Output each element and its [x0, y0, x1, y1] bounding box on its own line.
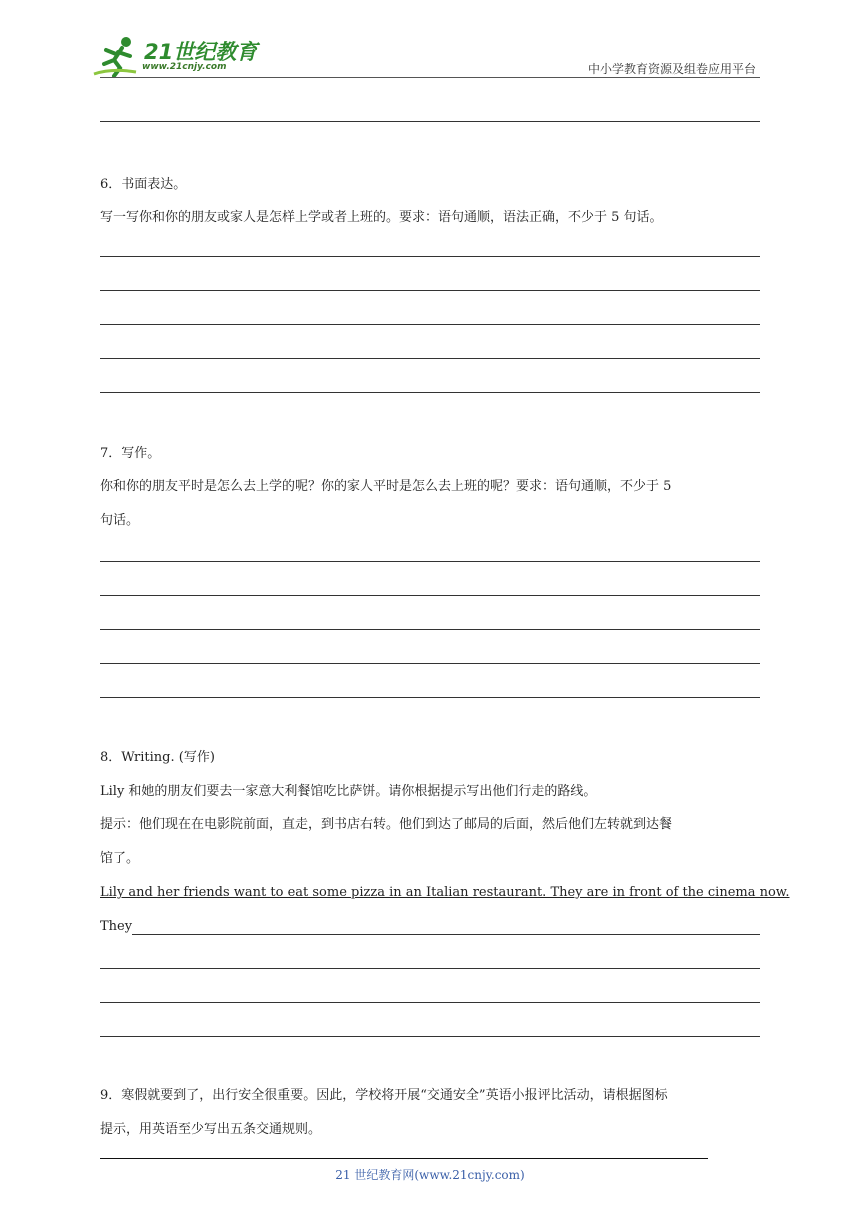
answer-line[interactable] [100, 392, 760, 393]
answer-line[interactable] [100, 561, 760, 562]
q6-title: 6．书面表达。 [100, 177, 187, 192]
footer-text[interactable]: 21 世纪教育网(www.21cnjy.com) [335, 1168, 525, 1182]
logo [92, 34, 262, 80]
q7-prompt-line1: 你和你的朋友平时是怎么去上学的呢？你的家人平时是怎么去上班的呢？要求：语句通顺，不少于 5 [100, 479, 672, 494]
answer-line[interactable] [100, 1036, 760, 1037]
q8-hint-line2: 馆了。 [100, 851, 140, 866]
q9-line2: 提示，用英语至少写出五条交通规则。 [100, 1122, 322, 1137]
platform-name: 中小学教育资源及组卷应用平台 [587, 62, 756, 76]
q8-line1: Lily 和她的朋友们要去一家意大利餐馆吃比萨饼。请你根据提示写出他们行走的路线。 [100, 784, 597, 799]
q7-title: 7．写作。 [100, 446, 161, 461]
answer-line[interactable] [100, 968, 760, 969]
answer-line[interactable] [100, 595, 760, 596]
answer-line[interactable] [100, 629, 760, 630]
q7-prompt-line2: 句话。 [100, 513, 140, 528]
logo-text: 21世纪教育 [144, 40, 258, 64]
logo-url: www.21cnjy.com [142, 62, 227, 72]
q8-english-start: Lily and her friends want to eat some pizza in an Italian restaurant. They are in front of the cinema now. [100, 885, 790, 900]
q8-they: They [100, 919, 133, 934]
answer-line[interactable] [100, 1002, 760, 1003]
answer-line[interactable] [100, 358, 760, 359]
answer-line [100, 121, 760, 122]
q8-title: 8．Writing. (写作) [100, 750, 215, 765]
answer-line[interactable] [100, 256, 760, 257]
answer-line[interactable] [132, 934, 760, 935]
q6-prompt: 写一写你和你的朋友或家人是怎样上学或者上班的。要求：语句通顺，语法正确，不少于 5 句话。 [100, 210, 663, 225]
runner-logo-icon [92, 34, 144, 80]
answer-line[interactable] [100, 290, 760, 291]
header-rule [100, 77, 760, 78]
answer-line[interactable] [100, 324, 760, 325]
answer-line[interactable] [100, 663, 760, 664]
answer-line[interactable] [100, 697, 760, 698]
q8-hint-line1: 提示：他们现在在电影院前面，直走，到书店右转。他们到达了邮局的后面，然后他们左转就到达餐 [100, 817, 673, 832]
q9-line1: 9．寒假就要到了，出行安全很重要。因此，学校将开展“交通安全”英语小报评比活动，请根据图标 [100, 1088, 668, 1103]
footer-rule [100, 1158, 708, 1159]
